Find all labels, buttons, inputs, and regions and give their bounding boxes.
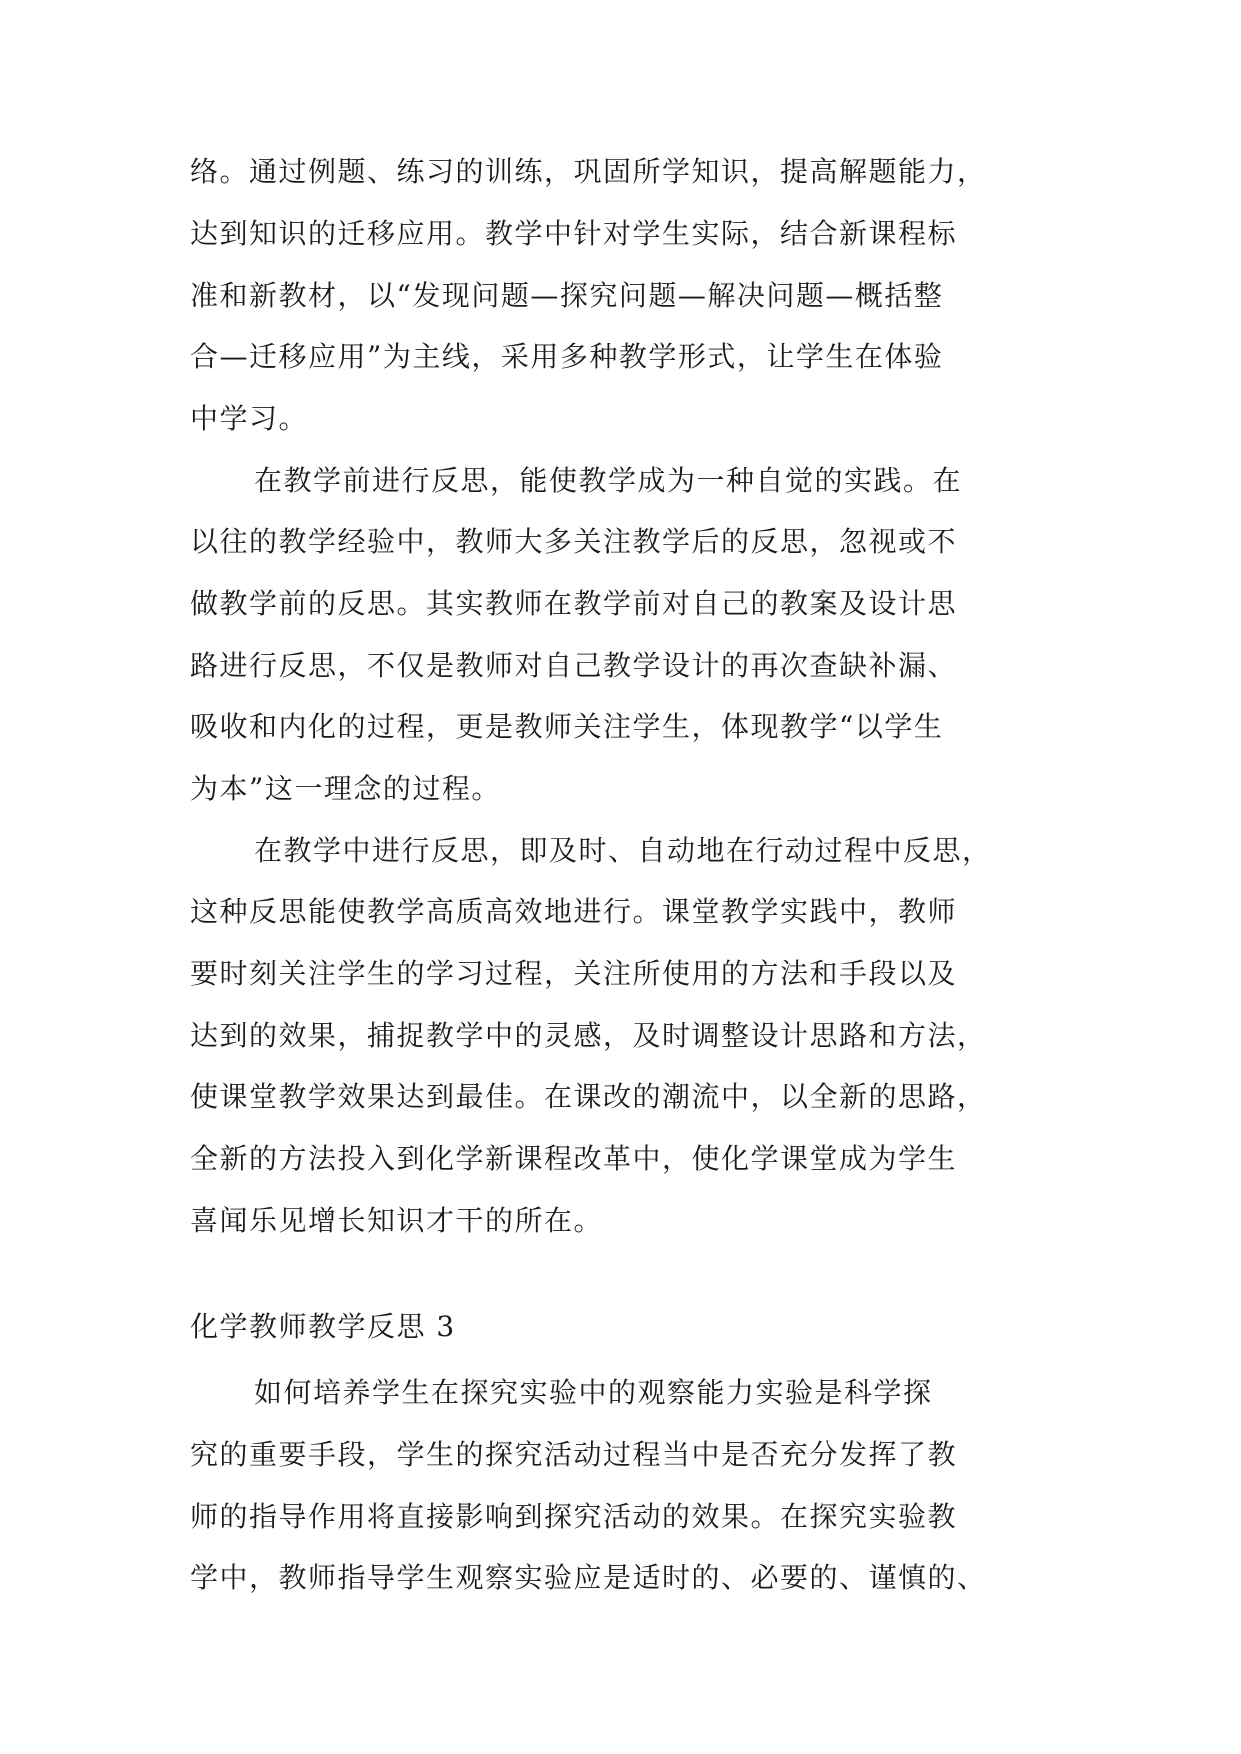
paragraph-4-line-1: 如何培养学生在探究实验中的观察能力实验是科学探 [254,1376,933,1409]
paragraph-4-line-3: 师的指导作用将直接影响到探究活动的效果。在探究实验教 [190,1500,958,1533]
paragraph-1-line-5: 中学习。 [190,402,309,435]
paragraph-3-line-2: 这种反思能使教学高质高效地进行。课堂教学实践中，教师 [190,895,958,928]
paragraph-1-line-3: 准和新教材，以“发现问题—探究问题—解决问题—概括整 [190,279,944,312]
paragraph-1-line-1: 络。通过例题、练习的训练，巩固所学知识，提高解题能力， [190,155,987,188]
paragraph-4-line-4: 学中，教师指导学生观察实验应是适时的、必要的、谨慎的、 [190,1561,987,1594]
paragraph-2-line-6: 为本”这一理念的过程。 [190,772,501,805]
paragraph-3-line-6: 全新的方法投入到化学新课程改革中，使化学课堂成为学生 [190,1142,958,1175]
section-heading: 化学教师教学反思 3 [190,1310,456,1343]
paragraph-3-line-5: 使课堂教学效果达到最佳。在课改的潮流中，以全新的思路， [190,1080,987,1113]
paragraph-2-line-4: 路进行反思，不仅是教师对自己教学设计的再次查缺补漏、 [190,649,958,682]
paragraph-2-line-5: 吸收和内化的过程，更是教师关注学生，体现教学“以学生 [190,710,944,743]
paragraph-1-line-4: 合—迁移应用”为主线，采用多种教学形式，让学生在体验 [190,340,944,373]
paragraph-3-line-7: 喜闻乐见增长知识才干的所在。 [190,1204,604,1237]
paragraph-3-line-3: 要时刻关注学生的学习过程，关注所使用的方法和手段以及 [190,957,958,990]
paragraph-2-line-2: 以往的教学经验中，教师大多关注教学后的反思，忽视或不 [190,525,958,558]
paragraph-3-line-1: 在教学中进行反思，即及时、自动地在行动过程中反思， [254,834,992,867]
paragraph-2-line-3: 做教学前的反思。其实教师在教学前对自己的教案及设计思 [190,587,958,620]
paragraph-4-line-2: 究的重要手段，学生的探究活动过程当中是否充分发挥了教 [190,1438,958,1471]
paragraph-3-line-4: 达到的效果，捕捉教学中的灵感，及时调整设计思路和方法， [190,1019,987,1052]
paragraph-2-line-1: 在教学前进行反思，能使教学成为一种自觉的实践。在 [254,464,963,497]
paragraph-1-line-2: 达到知识的迁移应用。教学中针对学生实际，结合新课程标 [190,217,958,250]
